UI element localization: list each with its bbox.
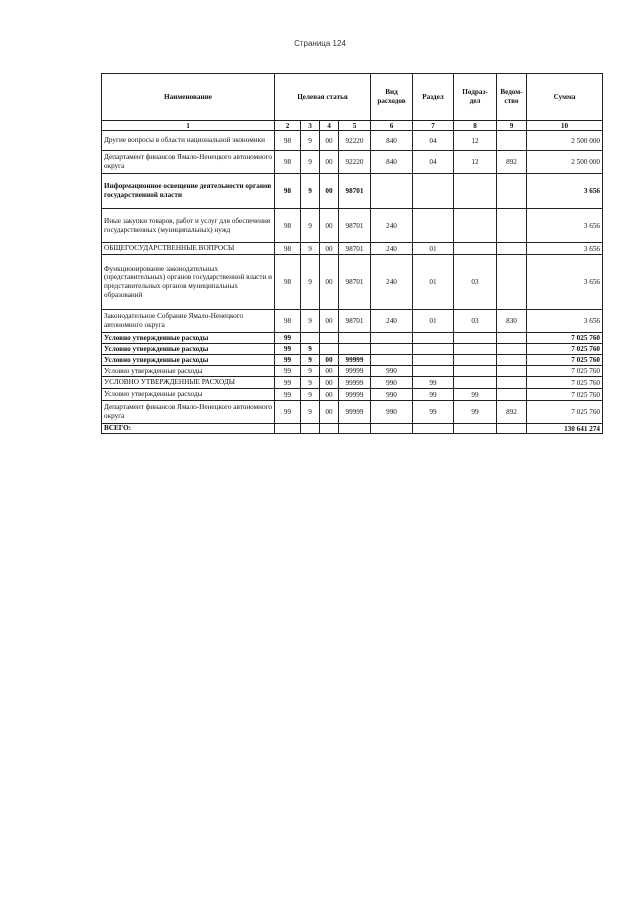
row-target-subprogram: 9: [301, 377, 320, 389]
row-subsection: 03: [454, 255, 497, 310]
row-department: [497, 209, 527, 243]
row-target-group: 00: [320, 389, 339, 401]
row-department: [497, 333, 527, 344]
row-target-code: 99999: [339, 377, 371, 389]
row-sum: 3 656: [527, 174, 603, 209]
row-name: Условно утвержденные расходы: [102, 389, 275, 401]
table-row: [102, 389, 603, 401]
row-expense-kind: [371, 333, 413, 344]
row-target-group: 00: [320, 151, 339, 174]
row-sum: 7 025 760: [527, 377, 603, 389]
row-target-program: 99: [275, 401, 301, 424]
row-sum: 7 025 760: [527, 401, 603, 424]
row-name: Условно утвержденные расходы: [102, 366, 275, 377]
row-target-program: 98: [275, 255, 301, 310]
row-target-program: 98: [275, 151, 301, 174]
col-number: 10: [527, 121, 603, 131]
row-target-group: 00: [320, 131, 339, 151]
row-section: 01: [413, 310, 454, 333]
row-target-group: 00: [320, 377, 339, 389]
row-target-subprogram: 9: [301, 401, 320, 424]
page-number-header: Страница 124: [294, 39, 346, 48]
table-row: [102, 377, 603, 389]
row-section: [413, 355, 454, 366]
row-department: 830: [497, 310, 527, 333]
row-section: [413, 209, 454, 243]
table-row: [102, 310, 603, 333]
row-department: [497, 344, 527, 355]
row-subsection: 03: [454, 310, 497, 333]
table-body: [102, 131, 603, 424]
row-target-code: 98701: [339, 209, 371, 243]
row-target-group: 00: [320, 310, 339, 333]
row-target-subprogram: 9: [301, 209, 320, 243]
header-expense-kind: Вид расходов: [371, 74, 413, 121]
row-target-group: 00: [320, 174, 339, 209]
row-department: [497, 377, 527, 389]
row-subsection: [454, 344, 497, 355]
row-target-program: 98: [275, 243, 301, 255]
col-number: 2: [275, 121, 301, 131]
row-target-program: 98: [275, 209, 301, 243]
header-department: Ведом- ство: [497, 74, 527, 121]
row-expense-kind: 840: [371, 151, 413, 174]
row-sum: 2 500 000: [527, 131, 603, 151]
row-expense-kind: 240: [371, 209, 413, 243]
row-target-subprogram: 9: [301, 355, 320, 366]
row-target-code: [339, 344, 371, 355]
row-section: 99: [413, 389, 454, 401]
row-sum: 7 025 760: [527, 366, 603, 377]
row-department: [497, 243, 527, 255]
row-department: [497, 255, 527, 310]
row-target-program: 98: [275, 131, 301, 151]
row-name: Другие вопросы в области национальной экономики: [102, 131, 275, 151]
col-number: 3: [301, 121, 320, 131]
row-target-code: 92220: [339, 151, 371, 174]
row-subsection: [454, 209, 497, 243]
row-section: [413, 333, 454, 344]
row-name: УСЛОВНО УТВЕРЖДЕННЫЕ РАСХОДЫ: [102, 377, 275, 389]
row-target-code: 99999: [339, 366, 371, 377]
row-target-program: 99: [275, 333, 301, 344]
row-target-code: 92220: [339, 131, 371, 151]
col-number: 7: [413, 121, 454, 131]
row-target-subprogram: 9: [301, 174, 320, 209]
row-section: 99: [413, 401, 454, 424]
table-row: [102, 344, 603, 355]
row-subsection: [454, 174, 497, 209]
col-number: 1: [102, 121, 275, 131]
row-sum: 7 025 760: [527, 389, 603, 401]
row-expense-kind: 990: [371, 377, 413, 389]
row-sum: 7 025 760: [527, 333, 603, 344]
row-target-program: 99: [275, 355, 301, 366]
table-row: [102, 243, 603, 255]
row-name: ОБЩЕГОСУДАРСТВЕННЫЕ ВОПРОСЫ: [102, 243, 275, 255]
row-department: 892: [497, 151, 527, 174]
row-expense-kind: 840: [371, 131, 413, 151]
row-target-code: [339, 333, 371, 344]
row-target-code: 98701: [339, 243, 371, 255]
row-section: [413, 344, 454, 355]
row-expense-kind: [371, 174, 413, 209]
header-subsection: Подраз- дел: [454, 74, 497, 121]
row-sum: 7 025 760: [527, 344, 603, 355]
total-row: [102, 424, 603, 434]
row-sum: 3 656: [527, 310, 603, 333]
row-sum: 3 656: [527, 209, 603, 243]
table-header-row: [102, 74, 603, 121]
row-target-subprogram: 9: [301, 389, 320, 401]
row-target-code: 98701: [339, 310, 371, 333]
row-department: [497, 389, 527, 401]
row-target-code: 99999: [339, 401, 371, 424]
row-target-group: 00: [320, 366, 339, 377]
table-row: [102, 333, 603, 344]
row-target-group: 00: [320, 209, 339, 243]
row-target-group: [320, 333, 339, 344]
table-row: [102, 131, 603, 151]
row-section: 01: [413, 243, 454, 255]
row-subsection: [454, 333, 497, 344]
row-target-group: 00: [320, 355, 339, 366]
row-target-group: 00: [320, 255, 339, 310]
budget-table: [101, 73, 603, 434]
row-subsection: [454, 366, 497, 377]
row-section: 01: [413, 255, 454, 310]
row-target-code: 99999: [339, 389, 371, 401]
column-number-row: [102, 121, 603, 131]
row-target-subprogram: 9: [301, 344, 320, 355]
row-expense-kind: 240: [371, 255, 413, 310]
col-number: 9: [497, 121, 527, 131]
row-subsection: 99: [454, 401, 497, 424]
row-target-program: 99: [275, 366, 301, 377]
header-name: Наименование: [102, 74, 275, 121]
header-sum: Сумма: [527, 74, 603, 121]
table-row: [102, 209, 603, 243]
table-row: [102, 366, 603, 377]
row-target-subprogram: 9: [301, 151, 320, 174]
row-department: [497, 366, 527, 377]
row-name: Условно утвержденные расходы: [102, 333, 275, 344]
row-section: 04: [413, 131, 454, 151]
row-expense-kind: [371, 355, 413, 366]
table-row: [102, 174, 603, 209]
header-target-article: Целевая статья: [275, 74, 371, 121]
table-row: [102, 151, 603, 174]
row-target-code: 99999: [339, 355, 371, 366]
row-sum: 3 656: [527, 243, 603, 255]
total-sum: 130 641 274: [527, 424, 603, 434]
row-department: [497, 131, 527, 151]
row-name: Функционирование законодательных (представительных) органов государственной власти и представительных органов муниципальных образований: [102, 255, 275, 310]
row-target-group: 00: [320, 401, 339, 424]
row-target-subprogram: 9: [301, 366, 320, 377]
row-target-group: 00: [320, 243, 339, 255]
row-expense-kind: 240: [371, 243, 413, 255]
row-target-program: 99: [275, 344, 301, 355]
row-sum: 7 025 760: [527, 355, 603, 366]
row-department: [497, 355, 527, 366]
row-target-subprogram: 9: [301, 310, 320, 333]
row-name: Департамент финансов Ямало-Ненецкого автономного округа: [102, 401, 275, 424]
row-subsection: [454, 243, 497, 255]
row-subsection: 12: [454, 131, 497, 151]
table-row: [102, 255, 603, 310]
row-department: [497, 174, 527, 209]
row-section: 99: [413, 377, 454, 389]
row-section: 04: [413, 151, 454, 174]
row-target-code: 98701: [339, 174, 371, 209]
row-name: Законодательное Собрание Ямало-Ненецкого автономного округа: [102, 310, 275, 333]
row-target-code: 98701: [339, 255, 371, 310]
row-target-group: [320, 344, 339, 355]
row-expense-kind: 240: [371, 310, 413, 333]
col-number: 8: [454, 121, 497, 131]
row-expense-kind: 990: [371, 401, 413, 424]
row-expense-kind: 990: [371, 366, 413, 377]
row-name: Информационное освещение деятельности органов государственной власти: [102, 174, 275, 209]
row-expense-kind: 990: [371, 389, 413, 401]
row-target-program: 99: [275, 377, 301, 389]
row-name: Департамент финансов Ямало-Ненецкого автономного округа: [102, 151, 275, 174]
row-subsection: 12: [454, 151, 497, 174]
row-sum: 2 500 000: [527, 151, 603, 174]
row-name: Условно утвержденные расходы: [102, 344, 275, 355]
row-expense-kind: [371, 344, 413, 355]
row-subsection: [454, 355, 497, 366]
row-target-subprogram: 9: [301, 255, 320, 310]
table-row: [102, 401, 603, 424]
row-target-subprogram: 9: [301, 243, 320, 255]
row-department: 892: [497, 401, 527, 424]
row-sum: 3 656: [527, 255, 603, 310]
row-subsection: 99: [454, 389, 497, 401]
row-section: [413, 174, 454, 209]
row-target-subprogram: 9: [301, 131, 320, 151]
row-target-program: 98: [275, 310, 301, 333]
total-label: ВСЕГО:: [102, 424, 275, 434]
row-target-program: 98: [275, 174, 301, 209]
row-section: [413, 366, 454, 377]
col-number: 5: [339, 121, 371, 131]
col-number: 6: [371, 121, 413, 131]
col-number: 4: [320, 121, 339, 131]
table-row: [102, 355, 603, 366]
row-target-subprogram: [301, 333, 320, 344]
row-name: Иные закупки товаров, работ и услуг для обеспечения государственных (муниципальных) нужд: [102, 209, 275, 243]
row-target-program: 99: [275, 389, 301, 401]
row-name: Условно утвержденные расходы: [102, 355, 275, 366]
row-subsection: [454, 377, 497, 389]
header-section: Раздел: [413, 74, 454, 121]
